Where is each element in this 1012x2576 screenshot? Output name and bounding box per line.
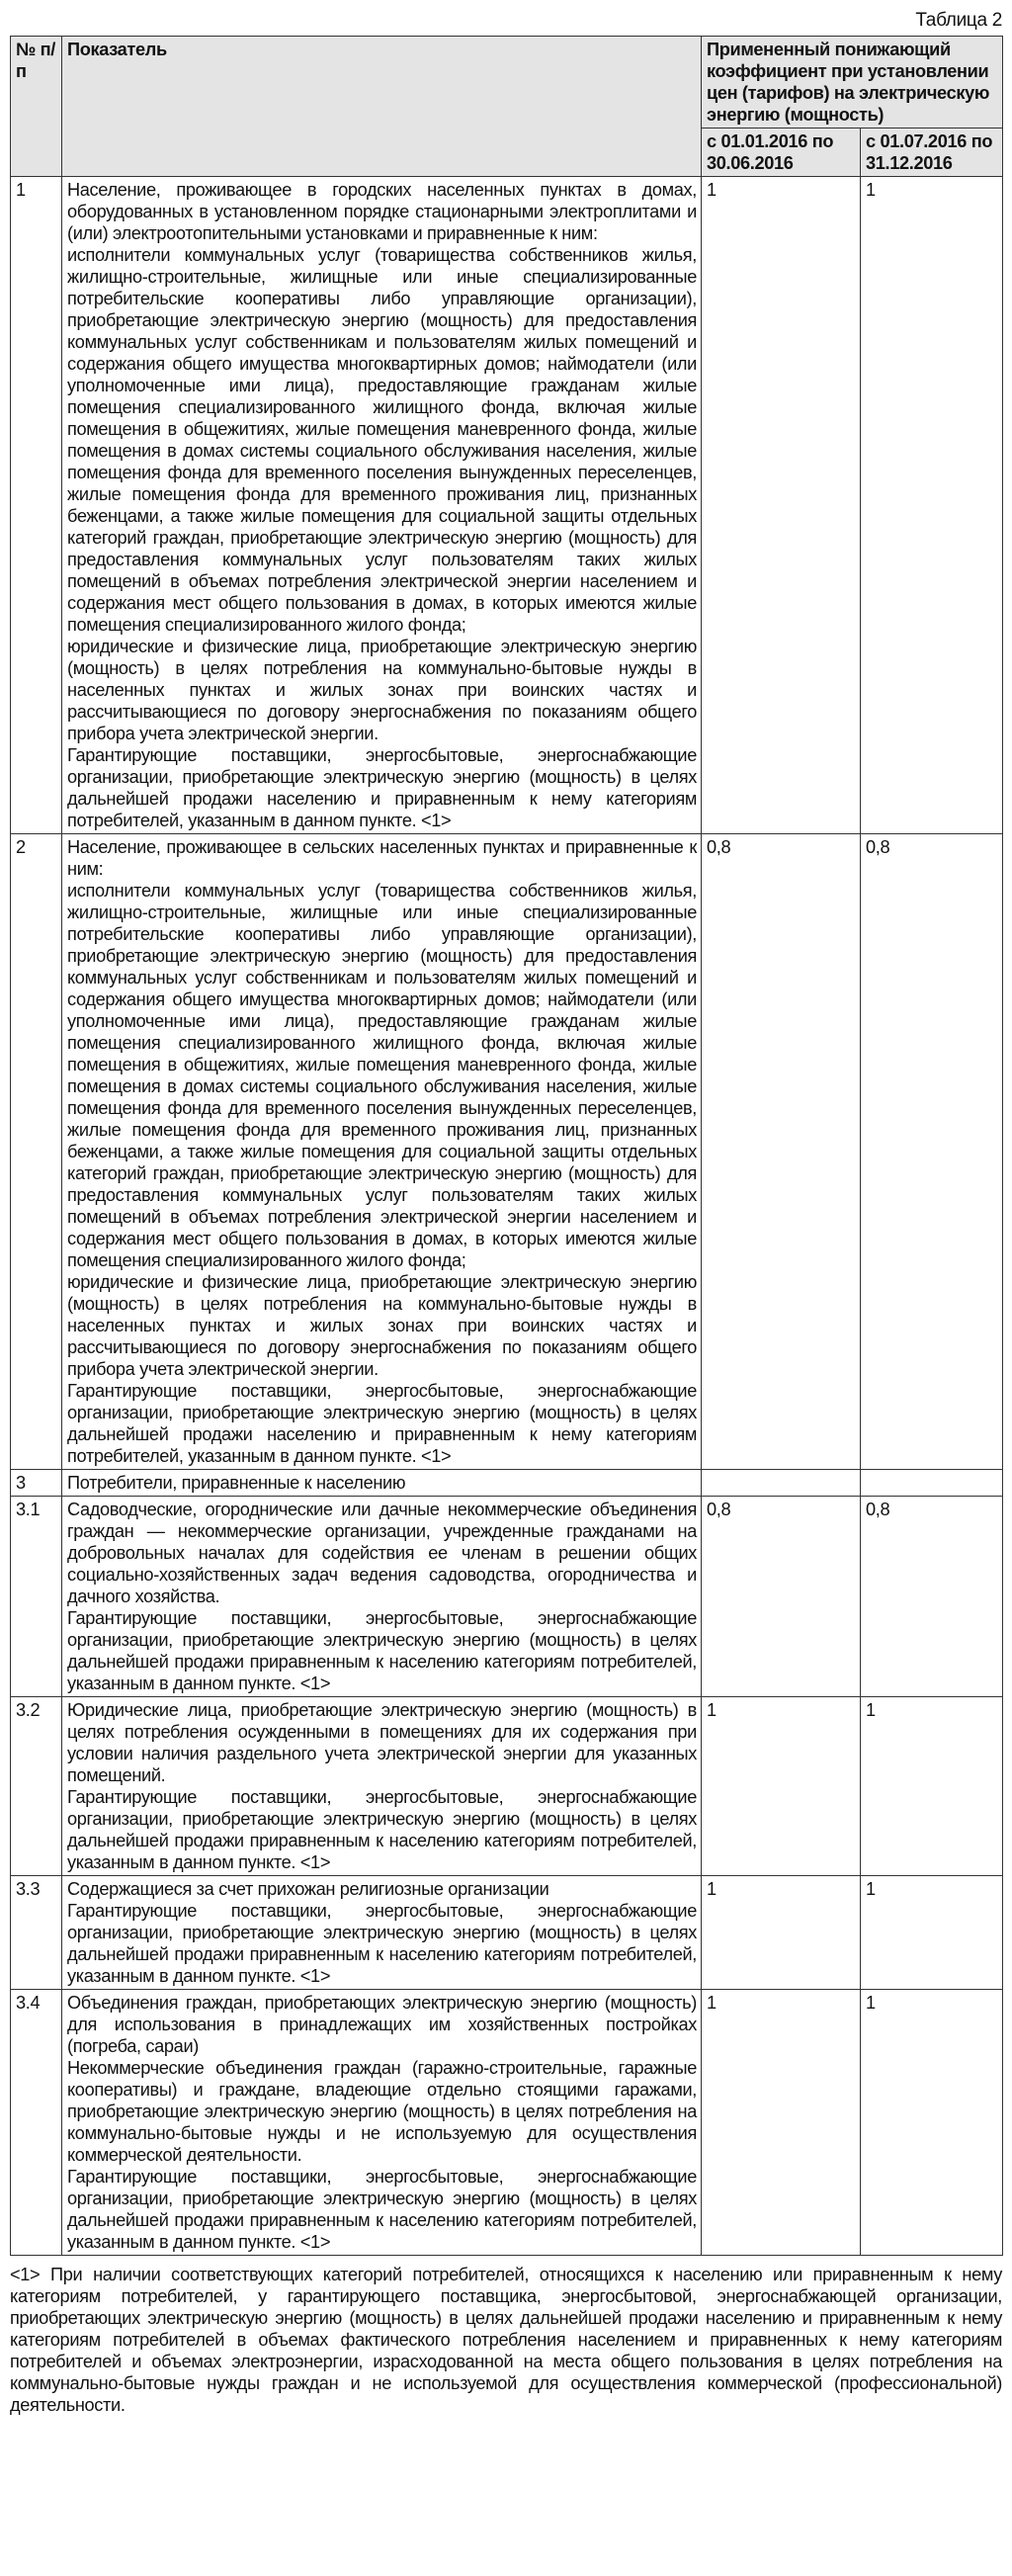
- coefficient-period-2: 1: [861, 1990, 1003, 2256]
- header-coefficient: Примененный понижающий коэффициент при установлении цен (тарифов) на электрическую энергию (мощность): [702, 37, 1003, 129]
- indicator-paragraph: юридические и физические лица, приобретающие электрическую энергию (мощность) в целях потребления на коммунально-бытовые нужды в населенных пунктах и жилых зонах при воинских частях и рассчитывающиеся по договору энергоснабжения по показаниям общего прибора учета электрической энергии.: [67, 637, 697, 743]
- table-title: Таблица 2: [915, 10, 1002, 31]
- indicator-paragraph: Потребители, приравненные к населению: [67, 1473, 406, 1493]
- coefficient-period-1: [702, 1470, 861, 1497]
- indicator-paragraph: исполнители коммунальных услуг (товарищества собственников жилья, жилищно-строительные, жилищные или иные специализированные потребительские кооперативы либо управляющие организации), приобретающие электрическую энергию (мощность) для предоставления коммунальных услуг собственникам и пользователям жилых помещений и содержания общего имущества многоквартирных домов; наймодатели (или уполномоченные ими лица), предоставляющие гражданам жилые помещения специализированного жилищного фонда, включая жилые помещения в общежитиях, жилые помещения маневренного фонда, жилые помещения в домах системы социального обслуживания населения, жилые помещения фонда для временного поселения вынужденных переселенцев, жилые помещения фонда для временного проживания лиц, признанных беженцами, а также жилые помещения для социальной защиты отдельных категорий граждан, приобретающие электрическую энергию (мощность) для предоставления коммунальных услуг пользователям таких жилых помещений в объемах потребления электрической энергии населением и содержания мест общего пользования в домах, в которых имеются жилые помещения специализированного жилого фонда;: [67, 245, 697, 635]
- table-row: [11, 1470, 1003, 1497]
- row-indicator: [62, 834, 702, 1470]
- table-body: [11, 177, 1003, 2256]
- indicator-paragraph: исполнители коммунальных услуг (товарищества собственников жилья, жилищно-строительные, жилищные или иные специализированные потребительские кооперативы либо управляющие организации), приобретающие электрическую энергию (мощность) для предоставления коммунальных услуг собственникам и пользователям жилых помещений и содержания общего имущества многоквартирных домов; наймодатели (или уполномоченные ими лица), предоставляющие гражданам жилые помещения специализированного жилищного фонда, включая жилые помещения в общежитиях, жилые помещения маневренного фонда, жилые помещения в домах системы социального обслуживания населения, жилые помещения фонда для временного поселения вынужденных переселенцев, жилые помещения фонда для временного проживания лиц, признанных беженцами, а также жилые помещения для социальной защиты отдельных категорий граждан, приобретающие электрическую энергию (мощность) для предоставления коммунальных услуг пользователям таких жилых помещений в объемах потребления электрической энергии населением и содержания мест общего пользования в домах, в которых имеются жилые помещения специализированного жилого фонда;: [67, 881, 697, 1270]
- indicator-paragraph: Объединения граждан, приобретающих электрическую энергию (мощность) для использования в принадлежащих им хозяйственных постройках (погреба, сараи): [67, 1993, 697, 2056]
- indicator-paragraph: Гарантирующие поставщики, энергосбытовые, энергоснабжающие организации, приобретающие электрическую энергию (мощность) в целях дальнейшей продажи приравненным к населению категориям потребителей, указанным в данном пункте. <1>: [67, 1787, 697, 1872]
- row-number: 3.1: [11, 1497, 62, 1697]
- table-row: [11, 1876, 1003, 1990]
- table-row: [11, 1497, 1003, 1697]
- table-row: [11, 177, 1003, 834]
- header-num: № п/п: [11, 37, 62, 177]
- row-indicator: [62, 1697, 702, 1876]
- coefficient-period-2: 0,8: [861, 1497, 1003, 1697]
- table-row: [11, 834, 1003, 1470]
- table-row: [11, 1697, 1003, 1876]
- coefficient-period-1: 1: [702, 1876, 861, 1990]
- indicator-paragraph: Содержащиеся за счет прихожан религиозные организации: [67, 1879, 549, 1899]
- coefficient-table: [10, 36, 1003, 2256]
- indicator-paragraph: Население, проживающее в сельских населенных пунктах и приравненные к ним:: [67, 837, 697, 879]
- coefficient-period-1: 1: [702, 177, 861, 834]
- coefficient-period-2: 1: [861, 177, 1003, 834]
- indicator-paragraph: Гарантирующие поставщики, энергосбытовые, энергоснабжающие организации, приобретающие электрическую энергию (мощность) в целях дальнейшей продажи населению и приравненным к нему категориям потребителей, указанным в данном пункте. <1>: [67, 1381, 697, 1466]
- row-indicator: [62, 1470, 702, 1497]
- table-row: [11, 1990, 1003, 2256]
- indicator-paragraph: Гарантирующие поставщики, энергосбытовые, энергоснабжающие организации, приобретающие электрическую энергию (мощность) в целях дальнейшей продажи населению и приравненным к нему категориям потребителей, указанным в данном пункте. <1>: [67, 745, 697, 830]
- indicator-paragraph: Садоводческие, огороднические или дачные некоммерческие объединения граждан — некоммерческие организации, учрежденные гражданами на добровольных началах для содействия ее членам в решении общих социально-хозяйственных задач ведения садоводства, огородничества и дачного хозяйства.: [67, 1500, 697, 1606]
- indicator-paragraph: Гарантирующие поставщики, энергосбытовые, энергоснабжающие организации, приобретающие электрическую энергию (мощность) в целях дальнейшей продажи приравненным к населению категориям потребителей, указанным в данном пункте. <1>: [67, 2167, 697, 2252]
- row-indicator: [62, 177, 702, 834]
- table-header-row: [11, 37, 1003, 129]
- coefficient-period-2: 1: [861, 1876, 1003, 1990]
- row-number: 3.3: [11, 1876, 62, 1990]
- coefficient-period-2: 1: [861, 1697, 1003, 1876]
- coefficient-period-1: 0,8: [702, 1497, 861, 1697]
- coefficient-period-2: 0,8: [861, 834, 1003, 1470]
- indicator-paragraph: Юридические лица, приобретающие электрическую энергию (мощность) в целях потребления осужденными в помещениях для их содержания при условии наличия раздельного учета электрической энергии для указанных помещений.: [67, 1700, 697, 1785]
- coefficient-period-1: 0,8: [702, 834, 861, 1470]
- coefficient-period-1: 1: [702, 1697, 861, 1876]
- row-indicator: [62, 1497, 702, 1697]
- indicator-paragraph: юридические и физические лица, приобретающие электрическую энергию (мощность) в целях потребления на коммунально-бытовые нужды в населенных пунктах и жилых зонах при воинских частях и рассчитывающиеся по договору энергоснабжения по показаниям общего прибора учета электрической энергии.: [67, 1272, 697, 1379]
- row-indicator: [62, 1876, 702, 1990]
- coefficient-period-2: [861, 1470, 1003, 1497]
- indicator-paragraph: Некоммерческие объединения граждан (гаражно-строительные, гаражные кооперативы) и граждане, владеющие отдельно стоящими гаражами, приобретающие электрическую энергию (мощность) в целях потребления на коммунально-бытовые нужды и не используемую для осуществления коммерческой деятельности.: [67, 2058, 697, 2165]
- indicator-paragraph: Население, проживающее в городских населенных пунктах в домах, оборудованных в установленном порядке стационарными электроплитами и (или) электроотопительными установками и приравненные к ним:: [67, 180, 697, 243]
- header-period-2: с 01.07.2016 по 31.12.2016: [861, 129, 1003, 177]
- header-period-1: с 01.01.2016 по 30.06.2016: [702, 129, 861, 177]
- row-number: 3: [11, 1470, 62, 1497]
- row-number: 2: [11, 834, 62, 1470]
- footnote: <1> При наличии соответствующих категорий потребителей, относящихся к населению или приравненным к нему категориям потребителей, у гарантирующего поставщика, энергосбытовой, энергоснабжающей организации, приобретающих электрическую энергию (мощность) в целях дальнейшей продажи населению и приравненным к нему категориям потребителей в объемах фактического потребления населением и приравненных к нему категориям потребителей и объемах электроэнергии, израсходованной на места общего пользования в целях потребления на коммунально-бытовые нужды граждан и не используемой для осуществления коммерческой (профессиональной) деятельности.: [10, 2265, 1002, 2415]
- header-indicator: Показатель: [62, 37, 702, 177]
- row-number: 3.4: [11, 1990, 62, 2256]
- row-number: 1: [11, 177, 62, 834]
- indicator-paragraph: Гарантирующие поставщики, энергосбытовые, энергоснабжающие организации, приобретающие электрическую энергию (мощность) в целях дальнейшей продажи приравненным к населению категориям потребителей, указанным в данном пункте. <1>: [67, 1901, 697, 1986]
- row-number: 3.2: [11, 1697, 62, 1876]
- row-indicator: [62, 1990, 702, 2256]
- indicator-paragraph: Гарантирующие поставщики, энергосбытовые, энергоснабжающие организации, приобретающие электрическую энергию (мощность) в целях дальнейшей продажи приравненным к населению категориям потребителей, указанным в данном пункте. <1>: [67, 1608, 697, 1693]
- coefficient-period-1: 1: [702, 1990, 861, 2256]
